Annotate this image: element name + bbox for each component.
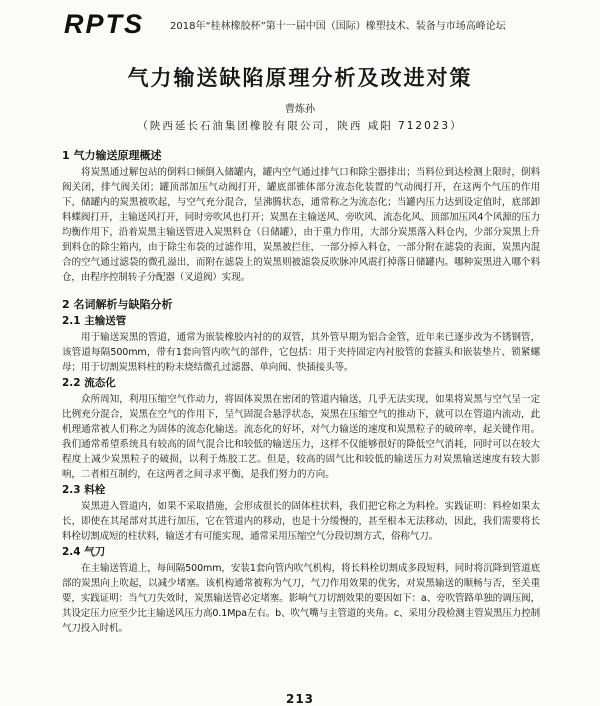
section-1-paragraph: 将炭黑通过解包站的倒料口倾倒入储罐内，罐内空气通过排气口和除尘器排出；当料位到达检测上限时，倒料阀关闭，排气阀关闭；罐顶部加压气动阀打开，罐底部锥体部分流态化装置的气动阀打开，在这两个气压的作用下，储罐内的炭黑被吹起，与空气充分混合，呈沸腾状态，通常称之为流态化；当罐内压力达到设定值时，底部卸料蝶阀打开，主输送风打开，同时旁吹风也打开；炭黑在主输送风、旁吹风、流态化风、顶部加压风4个风源的压力均衡作用下，沿着炭黑主输送管进入炭黑料仓（日储罐），由于重力作用，大部分炭黑落入料仓内，少部分炭黑上升到料仓的除尘箱内，由于除尘布袋的过滤作用，炭黑被拦住，一部分掉入料仓，一部分附在滤袋的表面，炭黑内混合的空气通过滤袋的微孔溢出，而附在滤袋上的炭黑则被滤袋反吹脉冲风震打掉落日储罐内。哪种炭黑进入哪个料仓，由程序控制转子分配器（叉道阀）实现。 (62, 167, 540, 283)
paper-affiliation: （陕西延长石油集团橡胶有限公司，陕西 咸阳 712023） (137, 120, 463, 132)
paper-title: 气力输送缺陷原理分析及改进对策 (127, 66, 473, 90)
section-heading-2: 2 名词解析与缺陷分析 (62, 298, 173, 311)
rpts-logo: RPTS (64, 9, 145, 39)
paper-body (62, 148, 540, 636)
subsection-heading-2-1: 2.1 主输送管 (62, 315, 127, 327)
subsection-heading-2-2: 2.2 流态化 (62, 377, 116, 389)
section-heading-1: 1 气力输送原理概述 (62, 149, 162, 162)
subsection-2-1-paragraph: 用于输送炭黑的管道，通常为嵌装橡胶内衬的的双管，其外管早期为铝合金管，近年来已逐步改为不锈钢管，该管道每隔500mm，带有1套向管内吹气的部件，它包括：用于夹持固定内衬胶管的套箍头和嵌装垫片、锁紧螺母；用于切割炭黑料柱的粉末烧结微孔过滤器、单向阀、快插接头等。 (62, 332, 540, 373)
subsection-heading-2-3: 2.3 料栓 (62, 484, 106, 496)
page-header (0, 0, 600, 44)
subsection-2-2-paragraph: 众所周知，利用压缩空气作动力，将固体炭黑在密闭的管道内输送，几乎无法实现，如果将炭黑与空气呈一定比例充分混合，炭黑在空气的作用下，呈气固混合悬浮状态，炭黑在压缩空气的推动下，就可以在管道内流动，此机理通常被人们称之为固体的流态化输送。流态化的好坏，对气力输送的速度和炭黑粒子的破碎率，起关键作用。我们通常希望系统具有较高的固气混合比和较低的输送压力，这样不仅能够很好的降低空气消耗，同时可以在较大程度上减少炭黑粒子的破损，以利于炼胶工艺。但是，较高的固气比和较低的输送压力对炭黑输送速度有较大影响，二者相互制约，在这两者之间寻求平衡，是我们努力的方向。 (62, 394, 540, 480)
page-number: 213 (285, 692, 315, 706)
paper-author: 曹炼孙 (285, 104, 315, 115)
subsection-2-4-paragraph: 在主输送管道上，每间隔500mm，安装1套向管内吹气机构，将长料栓切割成多段短料，同时将沉降到管道底部的炭黑向上吹起，以减少堵塞。该机构通常被称为气刀，气刀作用效果的优劣，对炭黑输送的顺畅与否，至关重要，实践证明：当气刀失效时，炭黑输送管必定堵塞。影响气刀切割效果的要因如下：a、旁吹管路单独的调压阀，其设定压力应至少比主输送风压力高0.1Mpa左右。b、吹气嘴与主管道的夹角。c、采用分段检测主管炭黑压力控制气刀投入时机。 (62, 563, 541, 634)
conference-name: 2018年“桂林橡胶杯”第十一届中国（国际）橡塑技术、装备与市场高峰论坛 (170, 21, 506, 32)
subsection-heading-2-4: 2.4 气刀 (62, 546, 106, 558)
subsection-2-3-paragraph: 炭黑进入管道内，如果不采取措施，会形成很长的固体柱状料，我们把它称之为料栓。实践证明：料栓如果太长，即使在其尾部对其进行加压，它在管道内的移动，也是十分缓慢的，甚至根本无法移动，因此，我们需要将长料栓切割成短的柱状料，输送才有可能实现，通常采用压缩空气分段切割方式，俗称气刀。 (62, 501, 540, 542)
